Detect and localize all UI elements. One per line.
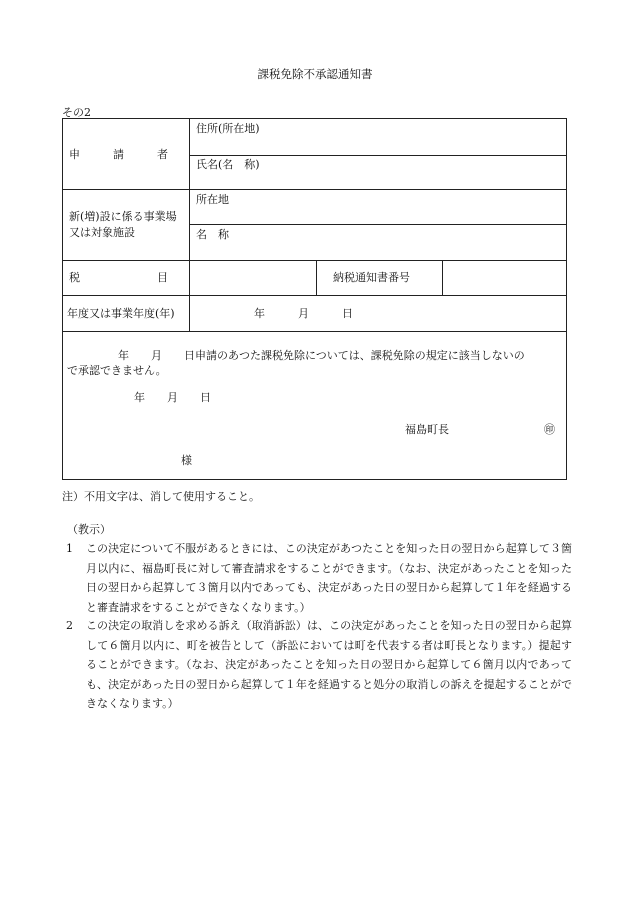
address-label: 住所(所在地) <box>196 122 260 135</box>
row-divider <box>63 331 567 332</box>
instruction-number: 2 <box>66 619 73 632</box>
usage-note: 注）不用文字は、消して使用すること。 <box>62 490 260 503</box>
decision-text-line2: で承認できません。 <box>67 364 167 377</box>
fiscal-year-date: 年 月 日 <box>254 307 353 320</box>
issuer-name: 福島町長 <box>405 423 449 436</box>
seal-mark: ㊞ <box>544 423 555 436</box>
tax-item-label: 税 目 <box>69 271 168 284</box>
facility-name-label: 名 称 <box>196 228 229 241</box>
name-label: 氏名(名 称) <box>196 158 260 171</box>
form-number: その2 <box>62 106 91 119</box>
instruction-text: この決定の取消しを求める訴え（取消訴訟）は、この決定があったことを知った日の翌日から起算して６箇月以内に、町を被告として（訴訟においては町を代表する者は町長となります。）提起することができます。（なお、決定があったことを知った日の翌日から起算して６箇月以内であっても、決定があった日の翌日から起算して１年を経過すると処分の取消しの訴えを提起することができなくなります。） <box>86 619 572 710</box>
row-divider <box>63 260 567 261</box>
applicant-label: 申 請 者 <box>69 148 168 161</box>
instruction-text: この決定について不服があるときには、この決定があつたことを知った日の翌日から起算して３箇月以内に、福島町長に対して審査請求をすることができます。（なお、決定があったことを知った日の翌日から起算して３箇月以内であっても、決定があった日の翌日から起算して１年を経過すると審査請求をすることができなくなります。） <box>86 542 572 614</box>
column-divider <box>189 119 190 331</box>
row-divider <box>63 189 567 190</box>
instruction-number: 1 <box>66 542 73 555</box>
location-label: 所在地 <box>196 193 229 206</box>
addressee-suffix: 様 <box>181 454 192 467</box>
row-divider <box>189 155 567 156</box>
document-title: 課税免除不承認通知書 <box>257 67 373 81</box>
decision-date: 年 月 日 <box>134 391 211 404</box>
facility-label-line2: 又は対象施設 <box>69 226 135 239</box>
instruction-heading: （教示） <box>67 523 111 536</box>
column-divider <box>442 260 443 295</box>
row-divider <box>63 295 567 296</box>
facility-label-line1: 新(増)設に係る事業場 <box>69 210 177 223</box>
fiscal-year-label: 年度又は事業年度(年) <box>67 307 175 320</box>
instruction-item-1 <box>66 539 572 617</box>
instruction-item-2 <box>66 616 572 714</box>
column-divider <box>316 260 317 295</box>
row-divider <box>189 224 567 225</box>
notice-form-table <box>62 118 567 480</box>
notice-number-label: 納税通知書番号 <box>333 271 410 284</box>
decision-text-line1: 年 月 日申請のあつた課税免除については、課税免除の規定に該当しないの <box>118 349 525 362</box>
